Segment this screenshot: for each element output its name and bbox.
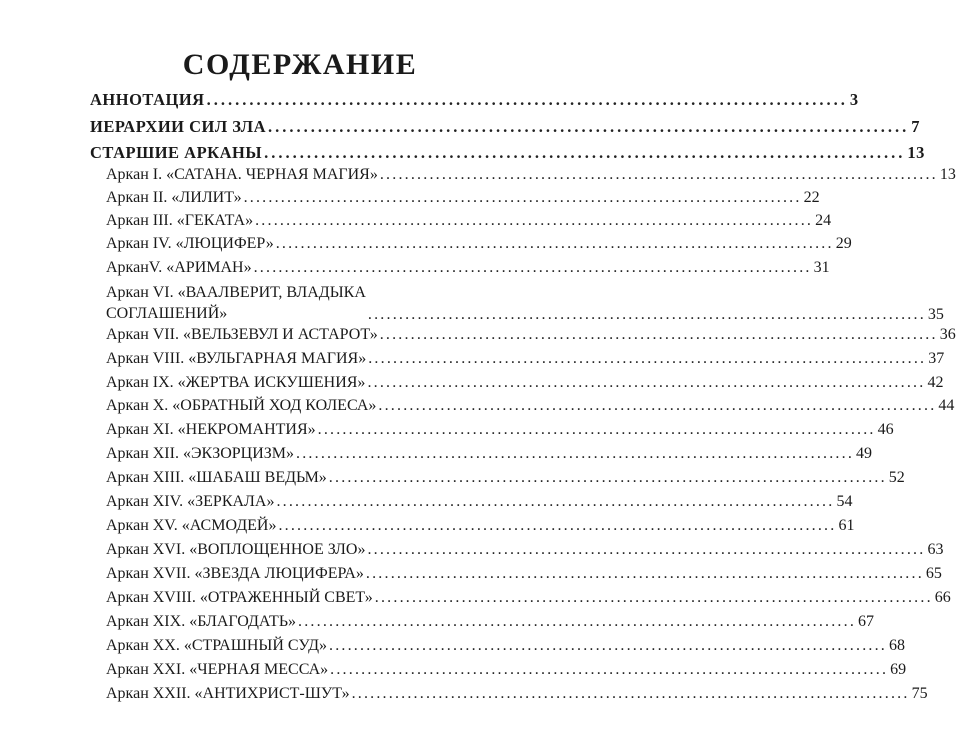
toc-entry-label: Аркан III. «ГЕКАТА» [106,212,254,229]
dot-leader: .......................................................................................... [330,661,889,678]
toc-entry-label: СТАРШИЕ АРКАНЫ [90,143,263,162]
toc-entry-page: 61 [838,517,855,534]
toc-entry[interactable] [90,117,920,137]
toc-entry-page: 65 [925,565,942,582]
dot-leader: .......................................................................................... [367,374,926,391]
toc-entry[interactable] [106,637,905,655]
dot-leader: .......................................................................................... [374,589,933,606]
toc-entry[interactable] [90,90,859,110]
dot-leader: .......................................................................................... [317,421,876,438]
toc-entry[interactable] [106,589,951,607]
toc-entry-page: 35 [927,306,944,323]
toc-entry-label: ИЕРАРХИИ СИЛ ЗЛА [90,117,266,136]
toc-entry[interactable] [106,613,875,631]
toc-entry-page: 54 [836,493,853,510]
toc-entry-label: Аркан XXII. «АНТИХРИСТ-ШУТ» [106,685,350,702]
toc-entry-label: Аркан VIII. «ВУЛЬГАРНАЯ МАГИЯ» [106,350,367,367]
toc-entry-label: Аркан XV. «АСМОДЕЙ» [106,517,277,534]
toc-entry-label: АрканV. «АРИМАН» [106,259,252,276]
toc-entry[interactable] [106,565,942,583]
toc-entry[interactable] [106,421,894,439]
toc-entry-label: Аркан VII. «ВЕЛЬЗЕВУЛ И АСТАРОТ» [106,326,378,343]
toc-entry[interactable] [106,259,830,277]
toc-entry-page: 29 [835,235,852,252]
dot-leader: .......................................................................................... [351,685,910,702]
toc-entry-page: 68 [889,637,905,654]
page-title: СОДЕРЖАНИЕ [182,48,418,81]
toc-entry[interactable] [106,326,956,344]
dot-leader: .......................................................................................... [365,565,924,582]
toc-entry-page: 69 [890,661,907,678]
toc-entry-label: Аркан I. «САТАНА. ЧЕРНАЯ МАГИЯ» [106,166,378,183]
toc-entry-label: Аркан XIV. «ЗЕРКАЛА» [106,493,275,510]
toc-entry[interactable] [106,374,944,392]
toc-entry[interactable] [106,661,907,679]
toc-entry-label: Аркан XIX. «БЛАГОДАТЬ» [106,613,297,630]
dot-leader: .......................................................................................... [296,445,855,462]
toc-entry-page: 37 [928,350,945,367]
toc-entry-page: 63 [927,541,944,558]
toc-entry-page: 46 [877,421,894,438]
toc-entry[interactable] [106,445,873,463]
toc-entry-label: Аркан II. «ЛИЛИТ» [106,189,242,206]
toc-entry-page: 49 [856,445,873,462]
toc-entry-label: Аркан XVII. «ЗВЕЗДА ЛЮЦИФЕРА» [106,565,364,582]
toc-entry-label: Аркан IX. «ЖЕРТВА ИСКУШЕНИЯ» [106,374,366,391]
dot-leader: .......................................................................................... [298,613,857,630]
toc-entry-label: Аркан XVIII. «ОТРАЖЕННЫЙ СВЕТ» [106,589,373,606]
toc-entry-page: 42 [927,374,944,391]
toc-entry-page: 52 [888,469,905,486]
toc-entry[interactable] [106,541,944,559]
toc-entry-label: Аркан XX. «СТРАШНЫЙ СУД» [106,637,327,654]
toc-entry[interactable] [106,235,852,253]
toc-entry-label: Аркан XI. «НЕКРОМАНТИЯ» [106,421,316,438]
dot-leader: .......................................................................................... [253,259,812,276]
toc-entry-page: 36 [939,326,956,343]
toc-entry-label: Аркан XIII. «ШАБАШ ВЕДЬМ» [106,469,327,486]
toc-entry-label: Аркан XVI. «ВОПЛОЩЕННОЕ ЗЛО» [106,541,366,558]
toc-entry-label: Аркан IV. «ЛЮЦИФЕР» [106,235,274,252]
dot-leader: .......................................................................................... [264,143,906,162]
toc-entry-page: 44 [938,397,955,414]
toc-entry-label: Аркан X. «ОБРАТНЫЙ ХОД КОЛЕСА» [106,397,377,414]
dot-leader: .......................................................................................... [206,90,848,109]
dot-leader: .......................................................................................... [278,517,837,534]
dot-leader: .......................................................................................... [329,637,887,654]
toc-entry[interactable] [106,282,944,324]
dot-leader: .......................................................................................... [379,326,938,343]
toc-entry[interactable] [106,166,956,184]
dot-leader: .......................................................................................... [328,469,887,486]
toc-entry[interactable] [90,143,925,163]
toc-entry-page: 66 [934,589,951,606]
toc-entry-label: АННОТАЦИЯ [90,90,205,109]
dot-leader: .......................................................................................... [378,397,937,414]
toc-entry-page: 75 [911,685,928,702]
toc-entry[interactable] [106,517,855,535]
toc-entry-page: 13 [907,143,925,162]
toc-entry-label [106,282,366,324]
toc-entry[interactable] [106,189,820,207]
toc-entry[interactable] [106,469,905,487]
dot-leader: .......................................................................................... [243,189,802,206]
dot-leader: .......................................................................................... [255,212,814,229]
toc-entry-label: Аркан XII. «ЭКЗОРЦИЗМ» [106,445,295,462]
dot-leader: .......................................................................................... [368,350,927,367]
toc-entry-page: 67 [858,613,875,630]
toc-entry-page: 3 [849,90,859,109]
toc-entry[interactable] [106,397,955,415]
toc-entry[interactable] [106,212,832,230]
toc-entry-label-line1: Аркан VI. «ВААЛВЕРИТ, ВЛАДЫКА [106,284,366,301]
toc-entry-page: 22 [803,189,820,206]
toc-entry-label-line2: СОГЛАШЕНИЙ» [106,305,228,322]
dot-leader: .......................................................................................... [275,235,834,252]
dot-leader: .......................................................................................... [276,493,835,510]
dot-leader: .......................................................................................... [268,117,910,136]
toc-entry-label: Аркан XXI. «ЧЕРНАЯ МЕССА» [106,661,329,678]
toc-entry-page: 31 [813,259,830,276]
dot-leader: .......................................................................................... [367,306,926,323]
toc-entry-page: 24 [815,212,832,229]
toc-entry[interactable] [106,493,853,511]
toc-entry-page: 7 [911,117,920,136]
toc-entry-page: 13 [939,166,956,183]
dot-leader: .......................................................................................... [367,541,926,558]
toc-entry[interactable] [106,350,945,368]
dot-leader: .......................................................................................... [379,166,938,183]
toc-entry[interactable] [106,685,928,703]
